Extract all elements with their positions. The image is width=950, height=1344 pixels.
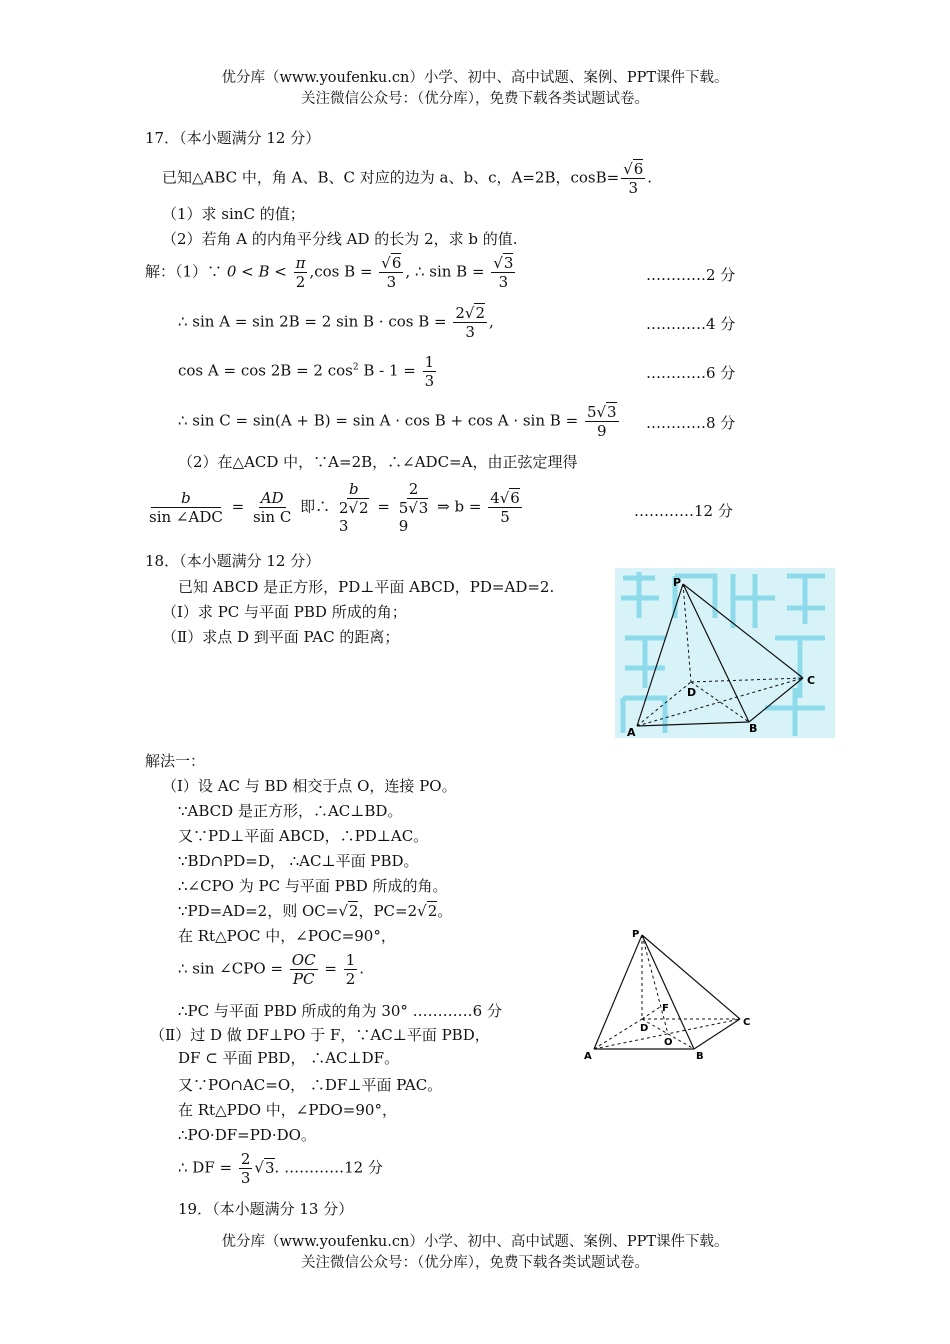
q18-line-2: ∵ABCD 是正方形，∴AC⊥BD。 [178,802,403,820]
fig2-label-o: O [664,1037,673,1048]
q18-line-9: ∴PC 与平面 PBD 所成的角为 30° …………6 分 [178,1002,502,1020]
pyramid-diagram-2 [580,925,760,1065]
q18-line-12: 又∵PO∩AC=O， ∴DF⊥平面 PAC。 [178,1076,443,1094]
q17-score-1: …………2 分 [646,266,736,284]
fig2-label-f: F [662,1003,669,1014]
q18-part1: （Ⅰ）求 PC 与平面 PBD 所成的角； [162,603,407,621]
q18-line-4: ∵BD∩PD=D， ∴AC⊥平面 PBD。 [178,852,419,870]
q17-part2-solution: （2）在△ACD 中，∵A=2B，∴∠ADC=A，由正弦定理得 [178,453,578,471]
pyramid-figure-2 [580,925,760,1065]
header-line-1: 优分库（www.youfenku.cn）小学、初中、高中试题、案例、PPT课件下载。 [221,70,729,86]
q18-line-6: ∵PD=AD=2，则 OC=√2，PC=2√2。 [178,902,453,920]
pyramid2-hidden-edges [594,935,740,1049]
q17-score-2: …………4 分 [646,315,736,333]
q18-title: 18．（本小题满分 12 分） [145,552,321,570]
q17-step4: ∴ sin C = sin(A + B) = sin A · cos B + cos A · sin B = $\frac{5√3}{9}$ [178,403,617,440]
q17-step5: $\frac{b}{\text{sin ∠ADC}}$ = $\frac{AD}{\text{sin C}}$ 即∴ b 2√2 3 = 2 5√3 9 ⇒ b = $\frac{4√6}{5}$ [149,480,520,535]
pyramid-diagram-1 [615,568,835,738]
q18-stem: 已知 ABCD 是正方形，PD⊥平面 ABCD，PD=AD=2. [178,578,555,596]
q18-line-5: ∴∠CPO 为 PC 与平面 PBD 所成的角。 [178,877,448,895]
q17-part1: （1）求 sinC 的值； [162,205,305,223]
fig2-label-c: C [743,1017,751,1028]
q17-step1: 解：（1）∵ 0 < B < $\frac{\pi}{2}$ ,cos B = $\frac{√6}{3}$ , ∴ sin B = $\frac{√3}{3}$ [145,254,514,291]
q17-step2: ∴ sin A = sin 2B = 2 sin B · cos B = $\frac{2√2}{3}$ , [178,304,494,341]
label-c: C [807,674,816,687]
q18-line-8: ∴ sin ∠CPO = $\frac{OC}{PC}$ = $\frac{1}{2}$ . [178,951,365,988]
q17-stem: 已知△ABC 中，角 A、B、C 对应的边为 a、b、c，A=2B，cosB= $\frac{√6}{3}$ . [162,160,653,197]
fig2-label-b: B [696,1051,704,1062]
q19-title: 19．（本小题满分 13 分） [178,1200,354,1218]
q17-step3: cos A = cos 2B = 2 $\cos^2 B - 1$ = $\frac{1}{3}$ [178,353,435,390]
q18-line-11: DF ⊂ 平面 PBD， ∴AC⊥DF。 [178,1049,400,1067]
q17-score-5: …………12 分 [634,502,733,520]
label-b: B [749,722,758,735]
fig2-label-d: D [640,1023,649,1034]
pyramid2-edges [594,935,740,1049]
q18-line-13: 在 Rt△PDO 中，∠PDO=90°， [178,1101,397,1119]
footer-line-1: 优分库（www.youfenku.cn）小学、初中、高中试题、案例、PPT课件下载。 [221,1234,729,1250]
q18-line-3: 又∵PD⊥平面 ABCD，∴PD⊥AC。 [178,827,429,845]
q18-line-14: ∴PO·DF=PD·DO。 [178,1126,316,1144]
fig2-label-a: A [584,1051,592,1062]
q18-method: 解法一： [145,752,206,770]
q17-score-3: …………6 分 [646,364,736,382]
q17-part2: （2）若角 A 的内角平分线 AD 的长为 2，求 b 的值. [162,230,518,248]
q17-title: 17．（本小题满分 12 分） [145,129,321,147]
header-line-2: 关注微信公众号：（优分库），免费下载各类试题试卷。 [301,91,649,107]
q18-line-7: 在 Rt△POC 中，∠POC=90°， [178,927,396,945]
label-d: D [687,686,697,699]
pyramid-figure-1 [615,568,835,738]
q18-line-15: ∴ DF = $\frac{2}{3}$ √3. …………12 分 [178,1150,383,1187]
fig2-label-p: P [632,929,640,940]
q18-line-1: （Ⅰ）设 AC 与 BD 相交于点 O，连接 PO。 [162,777,457,795]
q18-line-10: （Ⅱ）过 D 做 DF⊥PO 于 F，∵AC⊥平面 PBD， [150,1026,490,1044]
q18-part2: （Ⅱ）求点 D 到平面 PAC 的距离； [162,628,400,646]
q17-score-4: …………8 分 [646,414,736,432]
label-p: P [673,576,682,589]
footer-line-2: 关注微信公众号：（优分库），免费下载各类试题试卷。 [301,1255,649,1271]
label-a: A [627,726,636,738]
